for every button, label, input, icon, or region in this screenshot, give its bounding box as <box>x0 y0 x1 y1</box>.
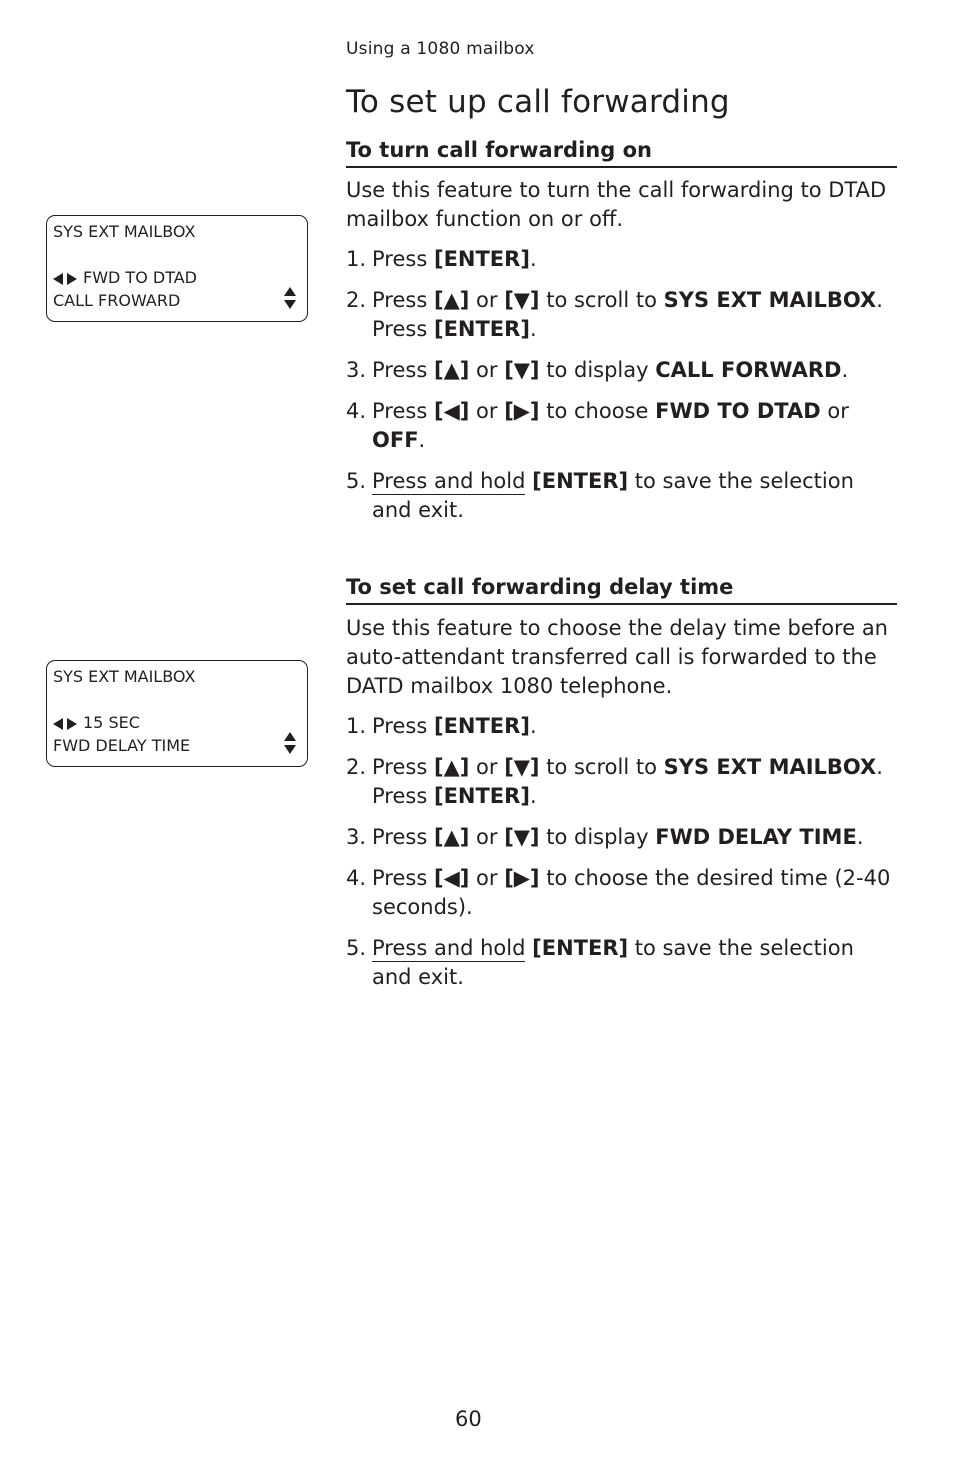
lcd-line2 <box>53 711 307 734</box>
running-head: Using a 1080 mailbox <box>346 39 535 59</box>
step-item: 1. Press [ENTER]. <box>346 247 537 271</box>
section2-intro: Use this feature to choose the delay time before an auto-attendant transferred call is forwarded to the DATD mailbox 1080 telephone. <box>346 616 888 698</box>
section1-intro: Use this feature to turn the call forwarding to DTAD mailbox function on or off. <box>346 178 887 231</box>
section1-steps <box>346 245 897 537</box>
up-down-arrows-icon <box>283 732 297 754</box>
step-item: 5. Press and hold [ENTER] to save the selection and exit. <box>346 469 854 522</box>
lcd-line2-text: 15 SEC <box>83 713 140 732</box>
section1-heading: To turn call forwarding on <box>346 138 897 168</box>
lcd-line1: SYS EXT MAILBOX <box>53 667 196 686</box>
lcd-display-delay-time <box>46 660 308 767</box>
lcd-line2-text: FWD TO DTAD <box>83 268 197 287</box>
step-item: 2. Press [▲] or [▼] to scroll to SYS EXT MAILBOX. Press [ENTER]. <box>346 755 883 808</box>
step-item: 4. Press [◀] or [▶] to choose FWD TO DTAD or OFF. <box>346 399 849 452</box>
step-item: 4. Press [◀] or [▶] to choose the desired time (2-40 seconds). <box>346 866 891 919</box>
lcd-display-call-forward <box>46 215 308 322</box>
lcd-line3: FWD DELAY TIME <box>53 736 191 755</box>
section2-heading: To set call forwarding delay time <box>346 575 897 605</box>
left-right-arrows-icon <box>53 718 77 730</box>
step-item: 3. Press [▲] or [▼] to display FWD DELAY TIME. <box>346 825 864 849</box>
lcd-line2 <box>53 266 307 289</box>
up-down-arrows-icon <box>283 287 297 309</box>
step-item: 5. Press and hold [ENTER] to save the selection and exit. <box>346 936 854 989</box>
lcd-line1: SYS EXT MAILBOX <box>53 222 196 241</box>
lcd-line3: CALL FROWARD <box>53 291 181 310</box>
step-item: 2. Press [▲] or [▼] to scroll to SYS EXT MAILBOX. Press [ENTER]. <box>346 288 883 341</box>
page-number: 60 <box>455 1407 482 1431</box>
step-item: 1. Press [ENTER]. <box>346 714 537 738</box>
section2-steps <box>346 712 897 1004</box>
step-item: 3. Press [▲] or [▼] to display CALL FORWARD. <box>346 358 849 382</box>
left-right-arrows-icon <box>53 273 77 285</box>
page-title: To set up call forwarding <box>346 84 730 120</box>
